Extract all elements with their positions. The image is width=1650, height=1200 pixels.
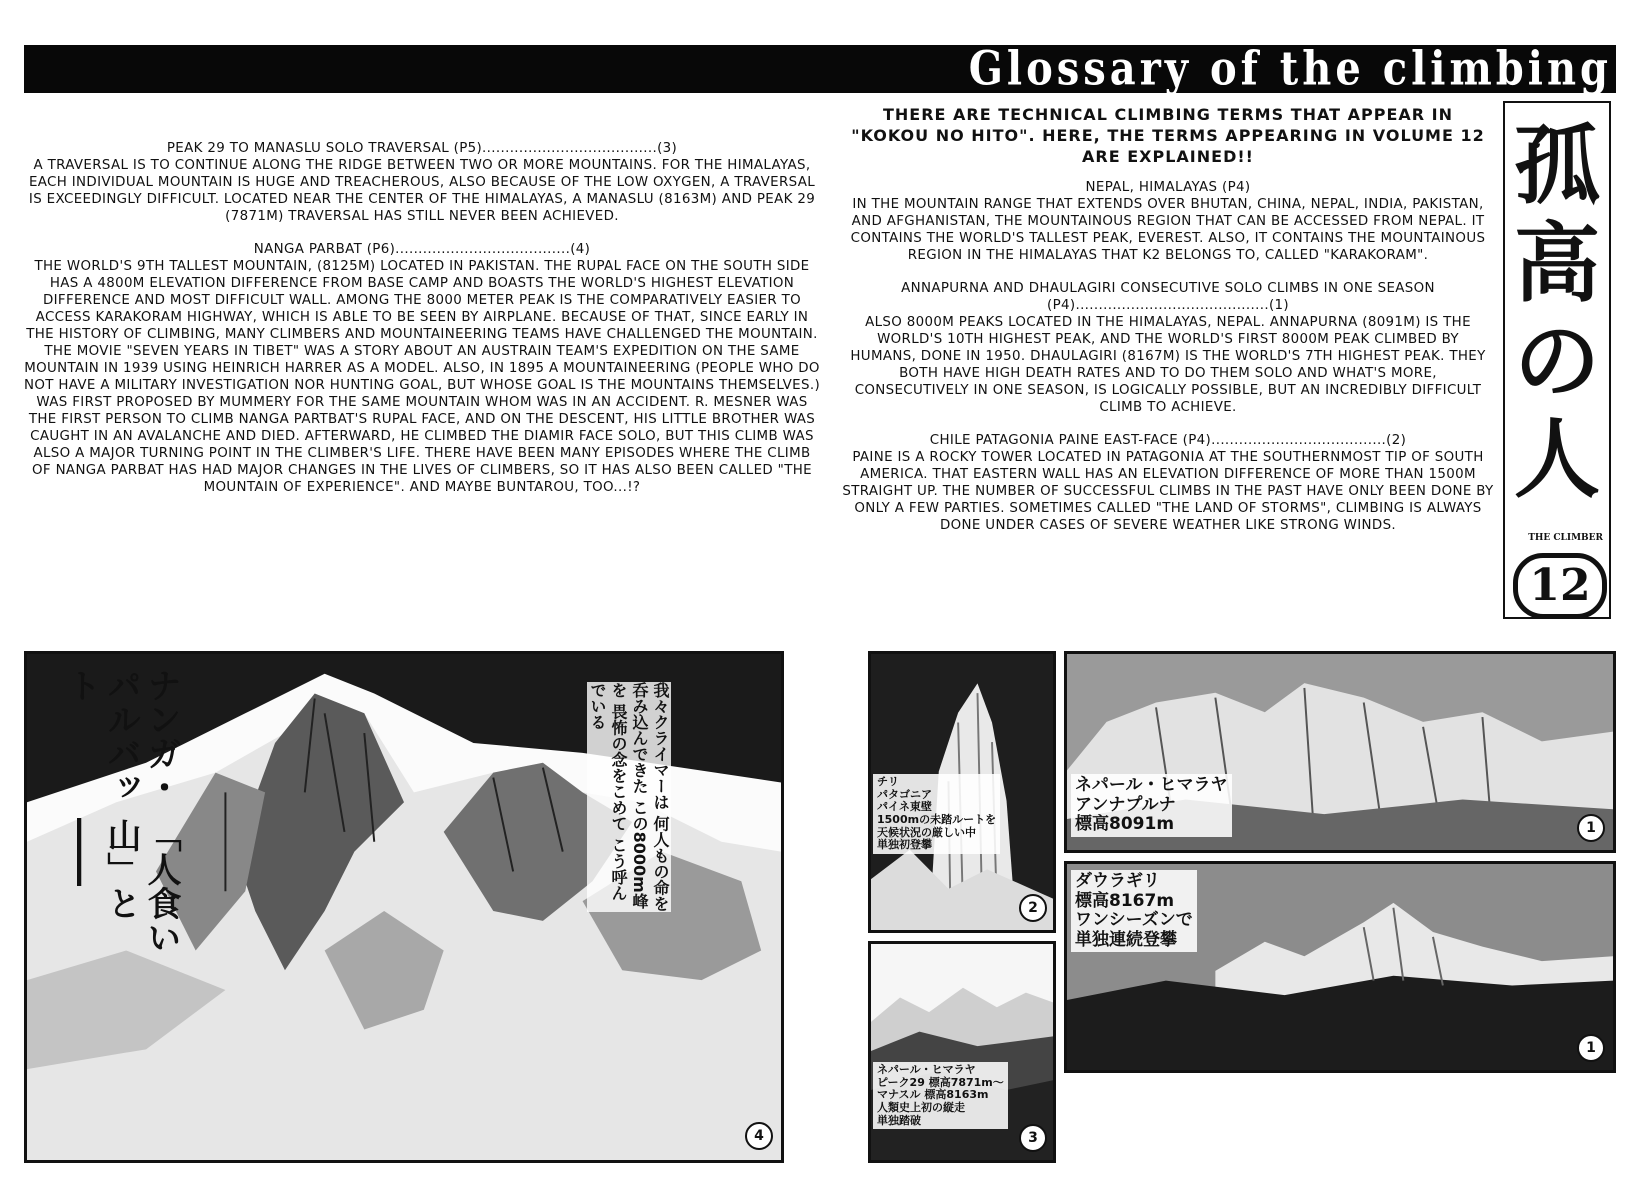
glossary-right-column [842,104,1494,550]
caption-line: ピーク29 標高7871m〜 [877,1075,1004,1089]
glossary-left-column [22,140,822,512]
panel-number-badge: 1 [1577,814,1605,842]
caption-line: ダウラギリ [1075,871,1160,891]
caption-line: パイネ東壁 [877,800,932,814]
paine-caption [873,774,1000,854]
dhaulagiri-caption [1071,870,1197,952]
volume-number: 12 [1513,553,1607,619]
caption-line: 単独初登攀 [877,838,932,852]
caption-line: 我々クライマーは [651,682,670,810]
entry-heading: NEPAL, HIMALAYAS (P4) [1085,180,1251,195]
caption-line: 標高8167m [1075,890,1175,911]
glossary-entry [22,140,822,225]
panel-number-badge: 1 [1577,1034,1605,1062]
title-line: 「人食い山」と―― [61,818,181,954]
panel-number-badge: 4 [745,1122,773,1150]
glossary-intro: THERE ARE TECHNICAL CLIMBING TERMS THAT APPEAR IN "KOKOU NO HITO". HERE, THE TERMS APPEARING IN VOLUME 12 ARE EXPLAINED!! [851,105,1485,166]
dhaulagiri-panel [1064,861,1616,1073]
caption-line: 単独連続登攀 [1075,929,1177,950]
caption-line: ワンシーズンで [1075,910,1193,931]
paine-panel [868,651,1056,933]
caption-line: パタゴニア [877,787,932,801]
caption-line: 畏怖の念をこめて [609,703,628,832]
caption-line: こう呼んでいる [588,682,628,902]
annapurna-caption [1071,774,1232,837]
entry-body: IN THE MOUNTAIN RANGE THAT EXTENDS OVER BHUTAN, CHINA, NEPAL, INDIA, PAKISTAN, AND AFGHANISTAN, THE MOUNTAINOUS REGION THAT CAN BE ACCESSED FROM NEPAL. IT CONTAINS THE WORLD'S TALLEST PEAK, EVEREST. ALSO, IT CONTAINS THE MOUNTAINOUS REGION IN THE HIMALAYAS THAT K2 BELONGS TO, CALLED "KARAKORAM". [850,197,1486,263]
caption-line: 標高8091m [1075,814,1175,835]
caption-line: ネパール・ヒマラヤ [877,1063,976,1076]
glossary-entry [842,179,1494,264]
logo-subtitle: THE CLIMBER [1528,533,1603,543]
entry-heading: CHILE PATAGONIA PAINE EAST-FACE (P4)......................................(2) [929,433,1407,448]
glossary-entry [842,280,1494,416]
banner-title: Glossary of the climbing [968,40,1612,97]
logo-title: 孤高の人 [1514,115,1600,510]
nanga-parbat-caption [587,682,671,912]
entry-body: A TRAVERSAL IS TO CONTINUE ALONG THE RIDGE BETWEEN TWO OR MORE MOUNTAINS. FOR THE HIMALAYAS, EACH INDIVIDUAL MOUNTAIN IS HUGE AND TREACHEROUS, ALSO BECAUSE OF THE LOW OXYGEN, A TRAVERSAL IS EXCEEDINGLY DIFFICULT. LOCATED NEAR THE CENTER OF THE HIMALAYAS, A MANASLU (8163M) AND PEAK 29 (7871M) TRAVERSAL HAS STILL NEVER BEEN ACHIEVED. [28,158,816,224]
caption-line: アンナプルナ [1075,794,1176,815]
nanga-parbat-panel [24,651,784,1163]
series-logo [1503,101,1611,619]
caption-line: 人類史上初の縦走 [877,1100,965,1114]
panel-number-badge: 2 [1019,894,1047,922]
caption-line: 天候状況の厳しい中 [877,825,976,839]
entry-body: THE WORLD'S 9TH TALLEST MOUNTAIN, (8125M) LOCATED IN PAKISTAN. THE RUPAL FACE ON THE SOUTH SIDE HAS A 4800M ELEVATION DIFFERENCE FROM BASE CAMP AND BOASTS THE WORLD'S HIGHEST ELEVATION DIFFERENCE AND MOST DIFFICULT WALL. AMONG THE 8000 METER PEAK IS THE COMPARATIVELY EASIER TO ACCESS KARAKORAM HIGHWAY, WHICH IS ABLE TO BE SEEN BY AIRPLANE. BECAUSE OF THAT, SINCE EARLY IN THE HISTORY OF CLIMBING, MANY CLIMBERS AND MOUNTAINEERING TEAMS HAVE CHALLENGED THE MOUNTAIN. THE MOVIE "SEVEN YEARS IN TIBET" WAS A STORY ABOUT AN AUSTRAIN TEAM'S EXPEDITION ON THE SAME MOUNTAIN IN 1939 USING HEINRICH HARRER AS A MODEL. ALSO, IN 1895 A MOUNTAINEERING (PEOPLE WHO DO NOT HAVE A MILITARY INVESTIGATION NOR HUNTING GOAL, BUT WHOSE GOAL IS THE MOUNTAINS THEMSELVES.) WAS FIRST PROPOSED BY MUMMERY FOR THE SAME MOUNTAIN WHOM WAS IN AN ACCIDENT. R. MESNER WAS THE FIRST PERSON TO CLIMB NANGA PARTBAT'S RUPAL FACE, AND ON THE DESCENT, HIS LITTLE BROTHER WAS CAUGHT IN AN AVALANCHE AND DIED. AFTERWARD, HE CLIMBED THE DIAMIR FACE SOLO, BUT THIS CLIMB WAS ALSO A MAJOR TURNING POINT IN THE CLIMBER'S LIFE. THERE HAVE BEEN MANY EPISODES WHERE THE CLIMB OF NANGA PARBAT HAS HAD MAJOR CHANGES IN THE LIVES OF CLIMBERS, SO IT HAS ALSO BEEN CALLED "THE MOUNTAIN OF EXPERIENCE". AND MAYBE BUNTAROU, TOO...!? [23,259,821,495]
entry-heading: NANGA PARBAT (P6)......................................(4) [253,242,591,257]
manaslu-panel [868,941,1056,1163]
caption-line: チリ [877,775,899,788]
panel-number-badge: 3 [1019,1124,1047,1152]
glossary-entry [842,432,1494,534]
entry-body: ALSO 8000M PEAKS LOCATED IN THE HIMALAYAS, NEPAL. ANNAPURNA (8091M) IS THE WORLD'S 10TH HIGHEST PEAK, AND THE WORLD'S FIRST 8000M PEAK CLIMBED BY HUMANS, DONE IN 1950. DHAULAGIRI (8167M) IS THE WORLD'S 7TH HIGHEST PEAK. THEY BOTH HAVE HIGH DEATH RATES AND TO DO THEM SOLO AND WHAT'S MORE, CONSECUTIVELY IN ONE SEASON, IS LOGICALLY POSSIBLE, BUT AN INCREDIBLY DIFFICULT CLIMB TO ACHIEVE. [850,315,1486,415]
manaslu-caption [873,1062,1008,1129]
annapurna-panel [1064,651,1616,853]
caption-line: 1500mの未踏ルートを [877,812,997,826]
title-line: ナンガ・パルバット [61,668,181,804]
entry-heading: PEAK 29 TO MANASLU SOLO TRAVERSAL (P5)......................................(3) [166,141,678,156]
caption-line: ネパール・ヒマラヤ [1075,775,1228,795]
caption-line: この8000m峰を [609,682,649,909]
entry-heading: ANNAPURNA AND DHAULAGIRI CONSECUTIVE SOLO CLIMBS IN ONE SEASON (P4)..........................................(1) [901,281,1435,313]
caption-line: マナスル 標高8163m [877,1088,989,1102]
caption-line: 何人もの命を呑み込んできた [630,682,670,912]
glossary-banner [24,40,1616,97]
caption-line: 単独踏破 [877,1113,921,1127]
entry-body: PAINE IS A ROCKY TOWER LOCATED IN PATAGONIA AT THE SOUTHERNMOST TIP OF SOUTH AMERICA. THAT EASTERN WALL HAS AN ELEVATION DIFFERENCE OF MORE THAN 1500M STRAIGHT UP. THE NUMBER OF SUCCESSFUL CLIMBS IN THE PAST HAVE ONLY BEEN DONE BY ONLY A FEW PARTIES. SOMETIMES CALLED "THE LAND OF STORMS", CLIMBING IS ALWAYS DONE UNDER CASES OF SEVERE WEATHER LIKE STRONG WINDS. [842,450,1494,533]
nanga-parbat-title [61,668,181,968]
glossary-entry [22,241,822,496]
